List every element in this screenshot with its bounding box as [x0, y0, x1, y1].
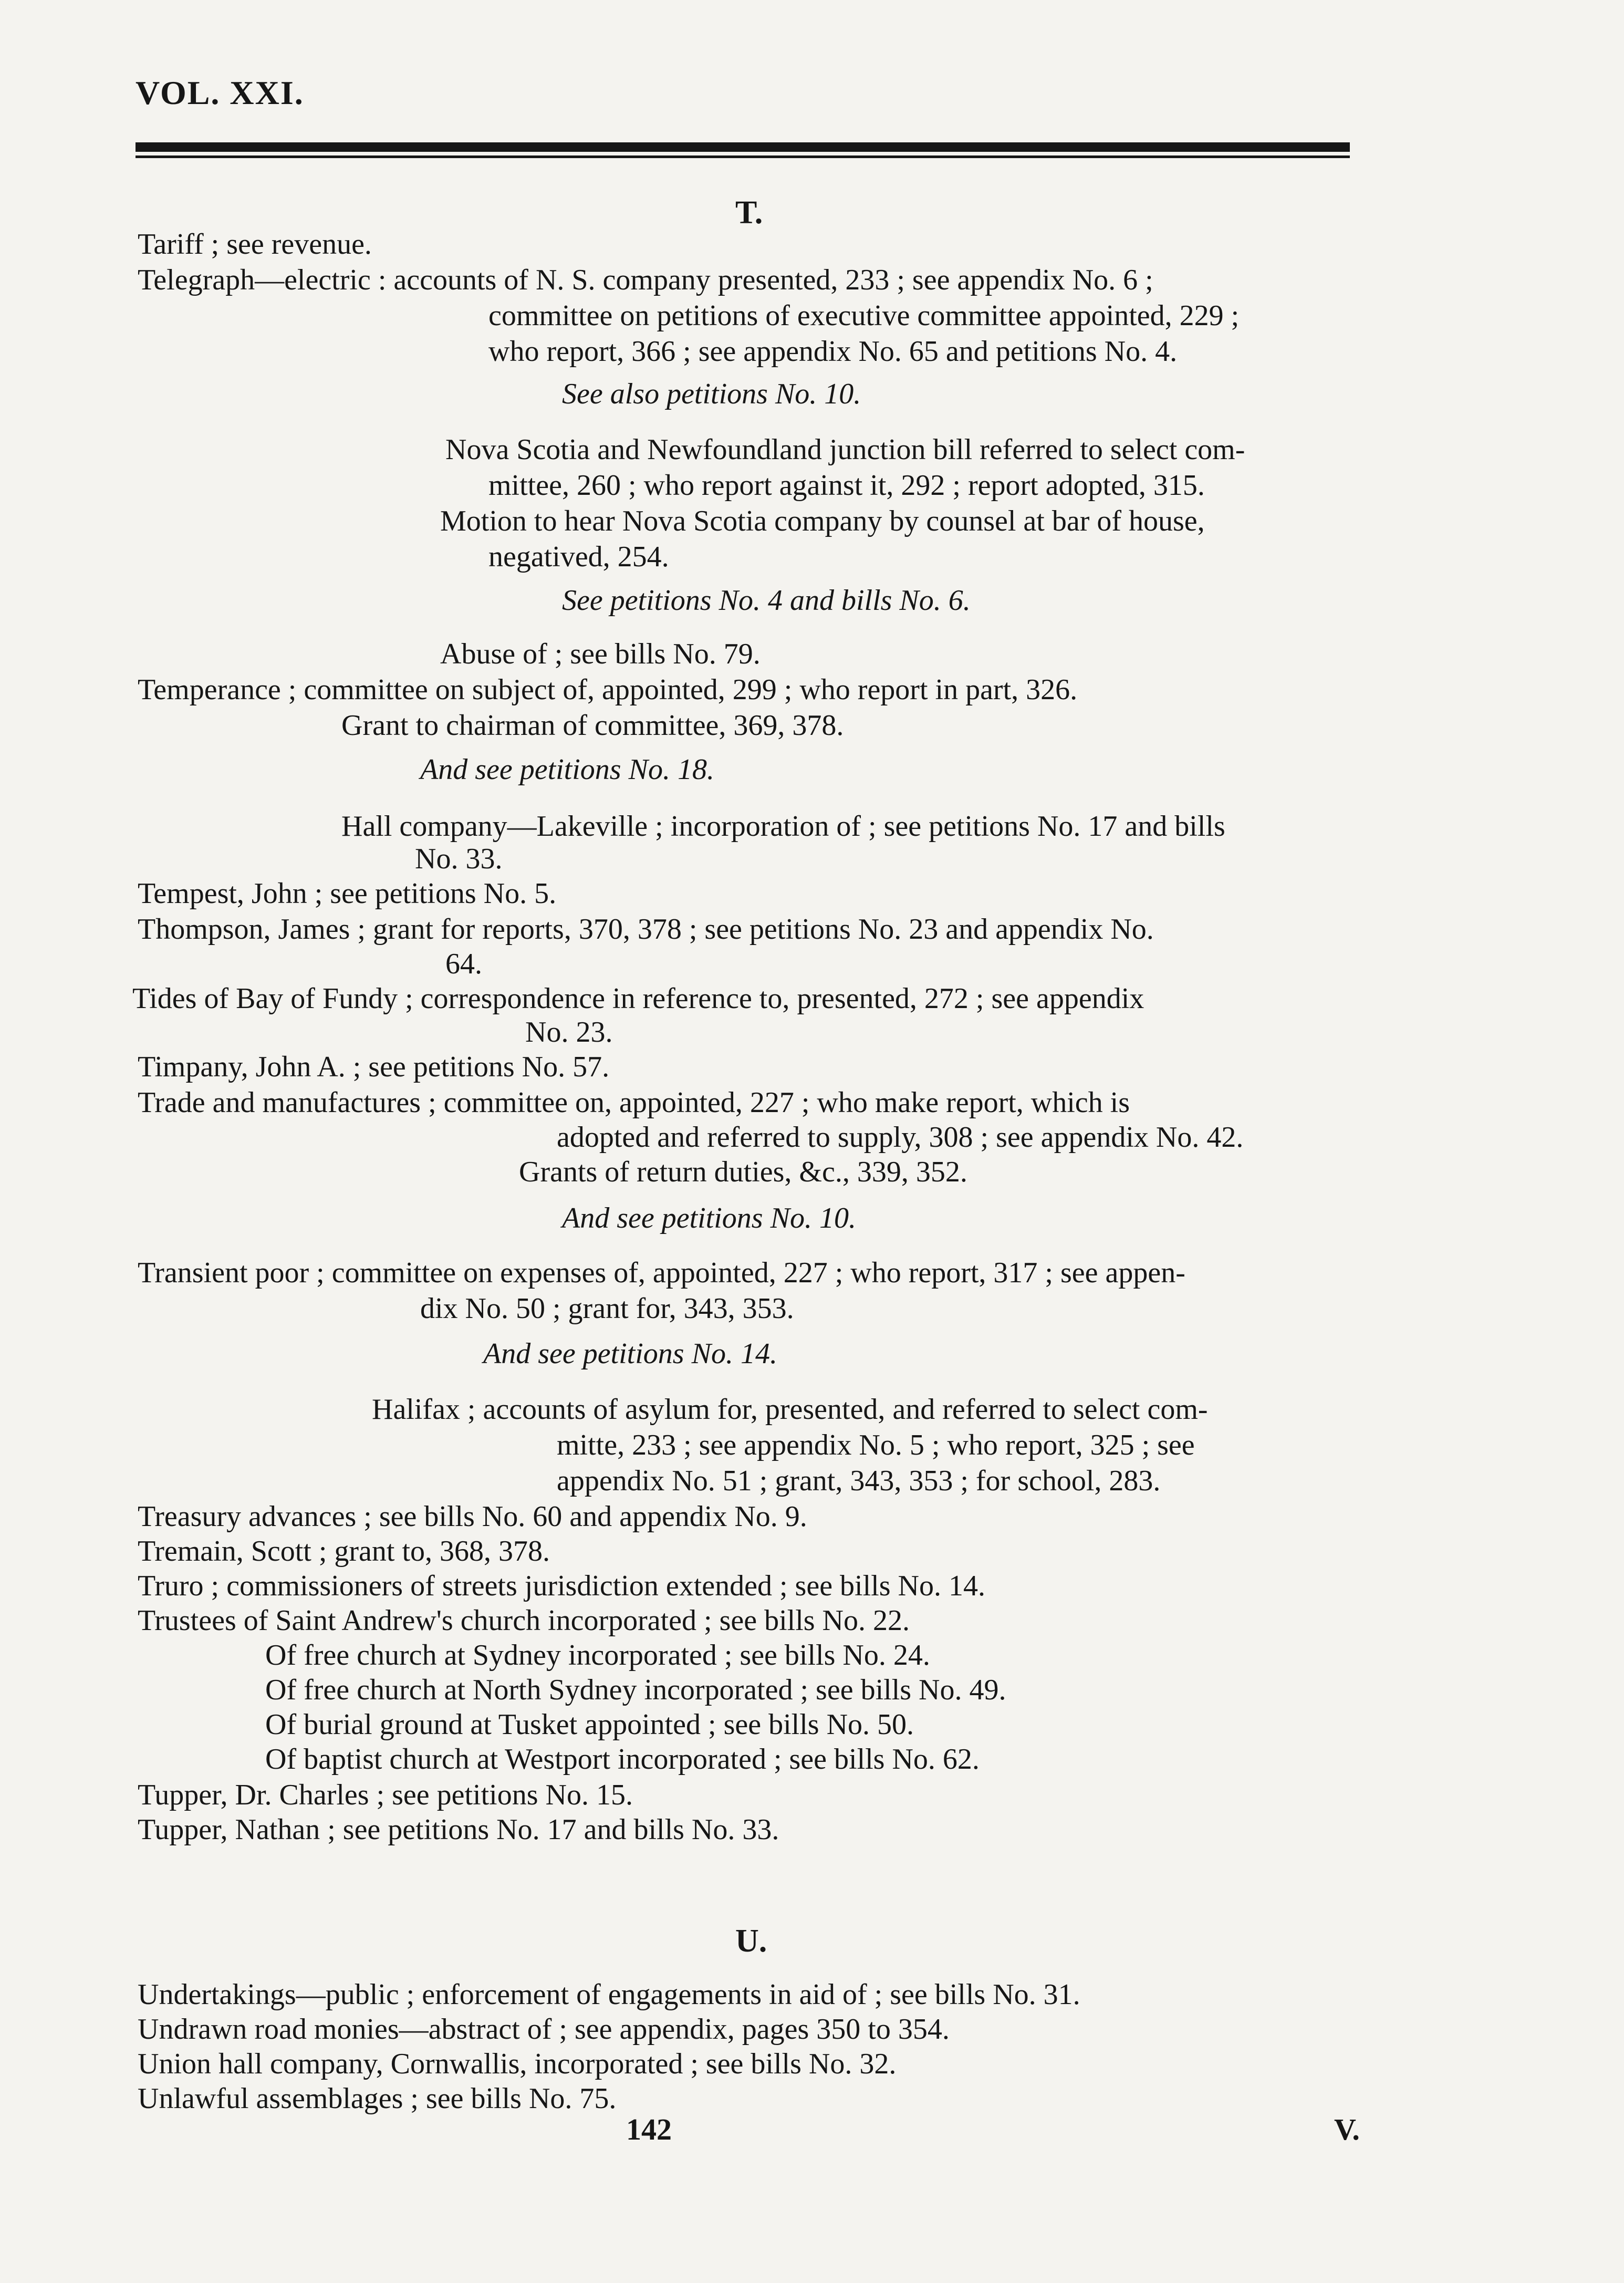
index-line: who report, 366 ; see appendix No. 65 and petitions No. 4. — [488, 335, 1178, 368]
index-line: Undrawn road monies—abstract of ; see appendix, pages 350 to 354. — [138, 2013, 950, 2046]
index-line: Tupper, Nathan ; see petitions No. 17 and bills No. 33. — [138, 1813, 779, 1846]
index-line: Of baptist church at Westport incorporated ; see bills No. 62. — [265, 1743, 980, 1776]
header-rule-thin — [136, 155, 1350, 158]
index-line: Tides of Bay of Fundy ; correspondence in reference to, presented, 272 ; see appendix — [132, 982, 1144, 1015]
index-line: Tupper, Dr. Charles ; see petitions No. 15. — [138, 1779, 633, 1811]
catchword: V. — [1334, 2112, 1360, 2146]
index-line: Tremain, Scott ; grant to, 368, 378. — [138, 1535, 550, 1568]
index-line: Undertakings—public ; enforcement of engagements in aid of ; see bills No. 31. — [138, 1978, 1080, 2011]
index-line: Nova Scotia and Newfoundland junction bill referred to select com- — [445, 433, 1245, 466]
index-line: Grant to chairman of committee, 369, 378. — [341, 709, 844, 742]
volume-header: VOL. XXI. — [136, 74, 304, 111]
index-line: Thompson, James ; grant for reports, 370, 378 ; see petitions No. 23 and appendix No. — [138, 913, 1154, 946]
index-line: Motion to hear Nova Scotia company by counsel at bar of house, — [440, 505, 1205, 537]
header-rule-thick — [136, 142, 1350, 152]
index-line: Transient poor ; committee on expenses of, appointed, 227 ; who report, 317 ; see appen- — [138, 1257, 1185, 1289]
index-line: Tariff ; see revenue. — [138, 228, 372, 261]
index-line: adopted and referred to supply, 308 ; see appendix No. 42. — [557, 1121, 1244, 1154]
index-line: Hall company—Lakeville ; incorporation of ; see petitions No. 17 and bills — [341, 810, 1225, 843]
index-line: committee on petitions of executive committee appointed, 229 ; — [488, 299, 1240, 332]
index-line: And see petitions No. 18. — [420, 753, 714, 786]
index-line: Of free church at North Sydney incorporated ; see bills No. 49. — [265, 1674, 1006, 1706]
section-letter-t: T. — [735, 195, 763, 231]
index-line: No. 33. — [415, 843, 503, 875]
index-line: Grants of return duties, &c., 339, 352. — [519, 1156, 967, 1188]
index-line: appendix No. 51 ; grant, 343, 353 ; for school, 283. — [557, 1465, 1161, 1497]
index-line: Unlawful assemblages ; see bills No. 75. — [138, 2082, 617, 2115]
index-line: Truro ; commissioners of streets jurisdiction extended ; see bills No. 14. — [138, 1570, 985, 1602]
index-line: mittee, 260 ; who report against it, 292 ; report adopted, 315. — [488, 469, 1205, 502]
index-line: dix No. 50 ; grant for, 343, 353. — [420, 1292, 794, 1325]
page-number: 142 — [626, 2112, 672, 2146]
index-line: Abuse of ; see bills No. 79. — [440, 638, 761, 670]
index-line: Of burial ground at Tusket appointed ; see bills No. 50. — [265, 1708, 914, 1741]
index-line: Of free church at Sydney incorporated ; see bills No. 24. — [265, 1639, 930, 1672]
index-line: negatived, 254. — [488, 541, 669, 573]
index-line: Treasury advances ; see bills No. 60 and appendix No. 9. — [138, 1500, 807, 1533]
index-line: mitte, 233 ; see appendix No. 5 ; who report, 325 ; see — [557, 1429, 1195, 1461]
index-line: Trade and manufactures ; committee on, appointed, 227 ; who make report, which is — [138, 1086, 1130, 1119]
index-line: Temperance ; committee on subject of, appointed, 299 ; who report in part, 326. — [138, 673, 1078, 706]
index-line: No. 23. — [525, 1016, 613, 1049]
index-line: And see petitions No. 10. — [562, 1202, 856, 1234]
index-line: And see petitions No. 14. — [483, 1337, 777, 1370]
section-letter-u: U. — [735, 1923, 767, 1959]
index-line: Tempest, John ; see petitions No. 5. — [138, 877, 557, 910]
index-line: Timpany, John A. ; see petitions No. 57. — [138, 1051, 610, 1083]
index-line: Telegraph—electric : accounts of N. S. company presented, 233 ; see appendix No. 6 ; — [138, 264, 1153, 296]
index-line: Halifax ; accounts of asylum for, presented, and referred to select com- — [372, 1393, 1208, 1426]
index-line: 64. — [445, 948, 482, 980]
index-line: Union hall company, Cornwallis, incorporated ; see bills No. 32. — [138, 2048, 897, 2080]
index-line: See petitions No. 4 and bills No. 6. — [562, 584, 971, 617]
index-line: See also petitions No. 10. — [562, 378, 861, 410]
index-line: Trustees of Saint Andrew's church incorporated ; see bills No. 22. — [138, 1604, 910, 1637]
